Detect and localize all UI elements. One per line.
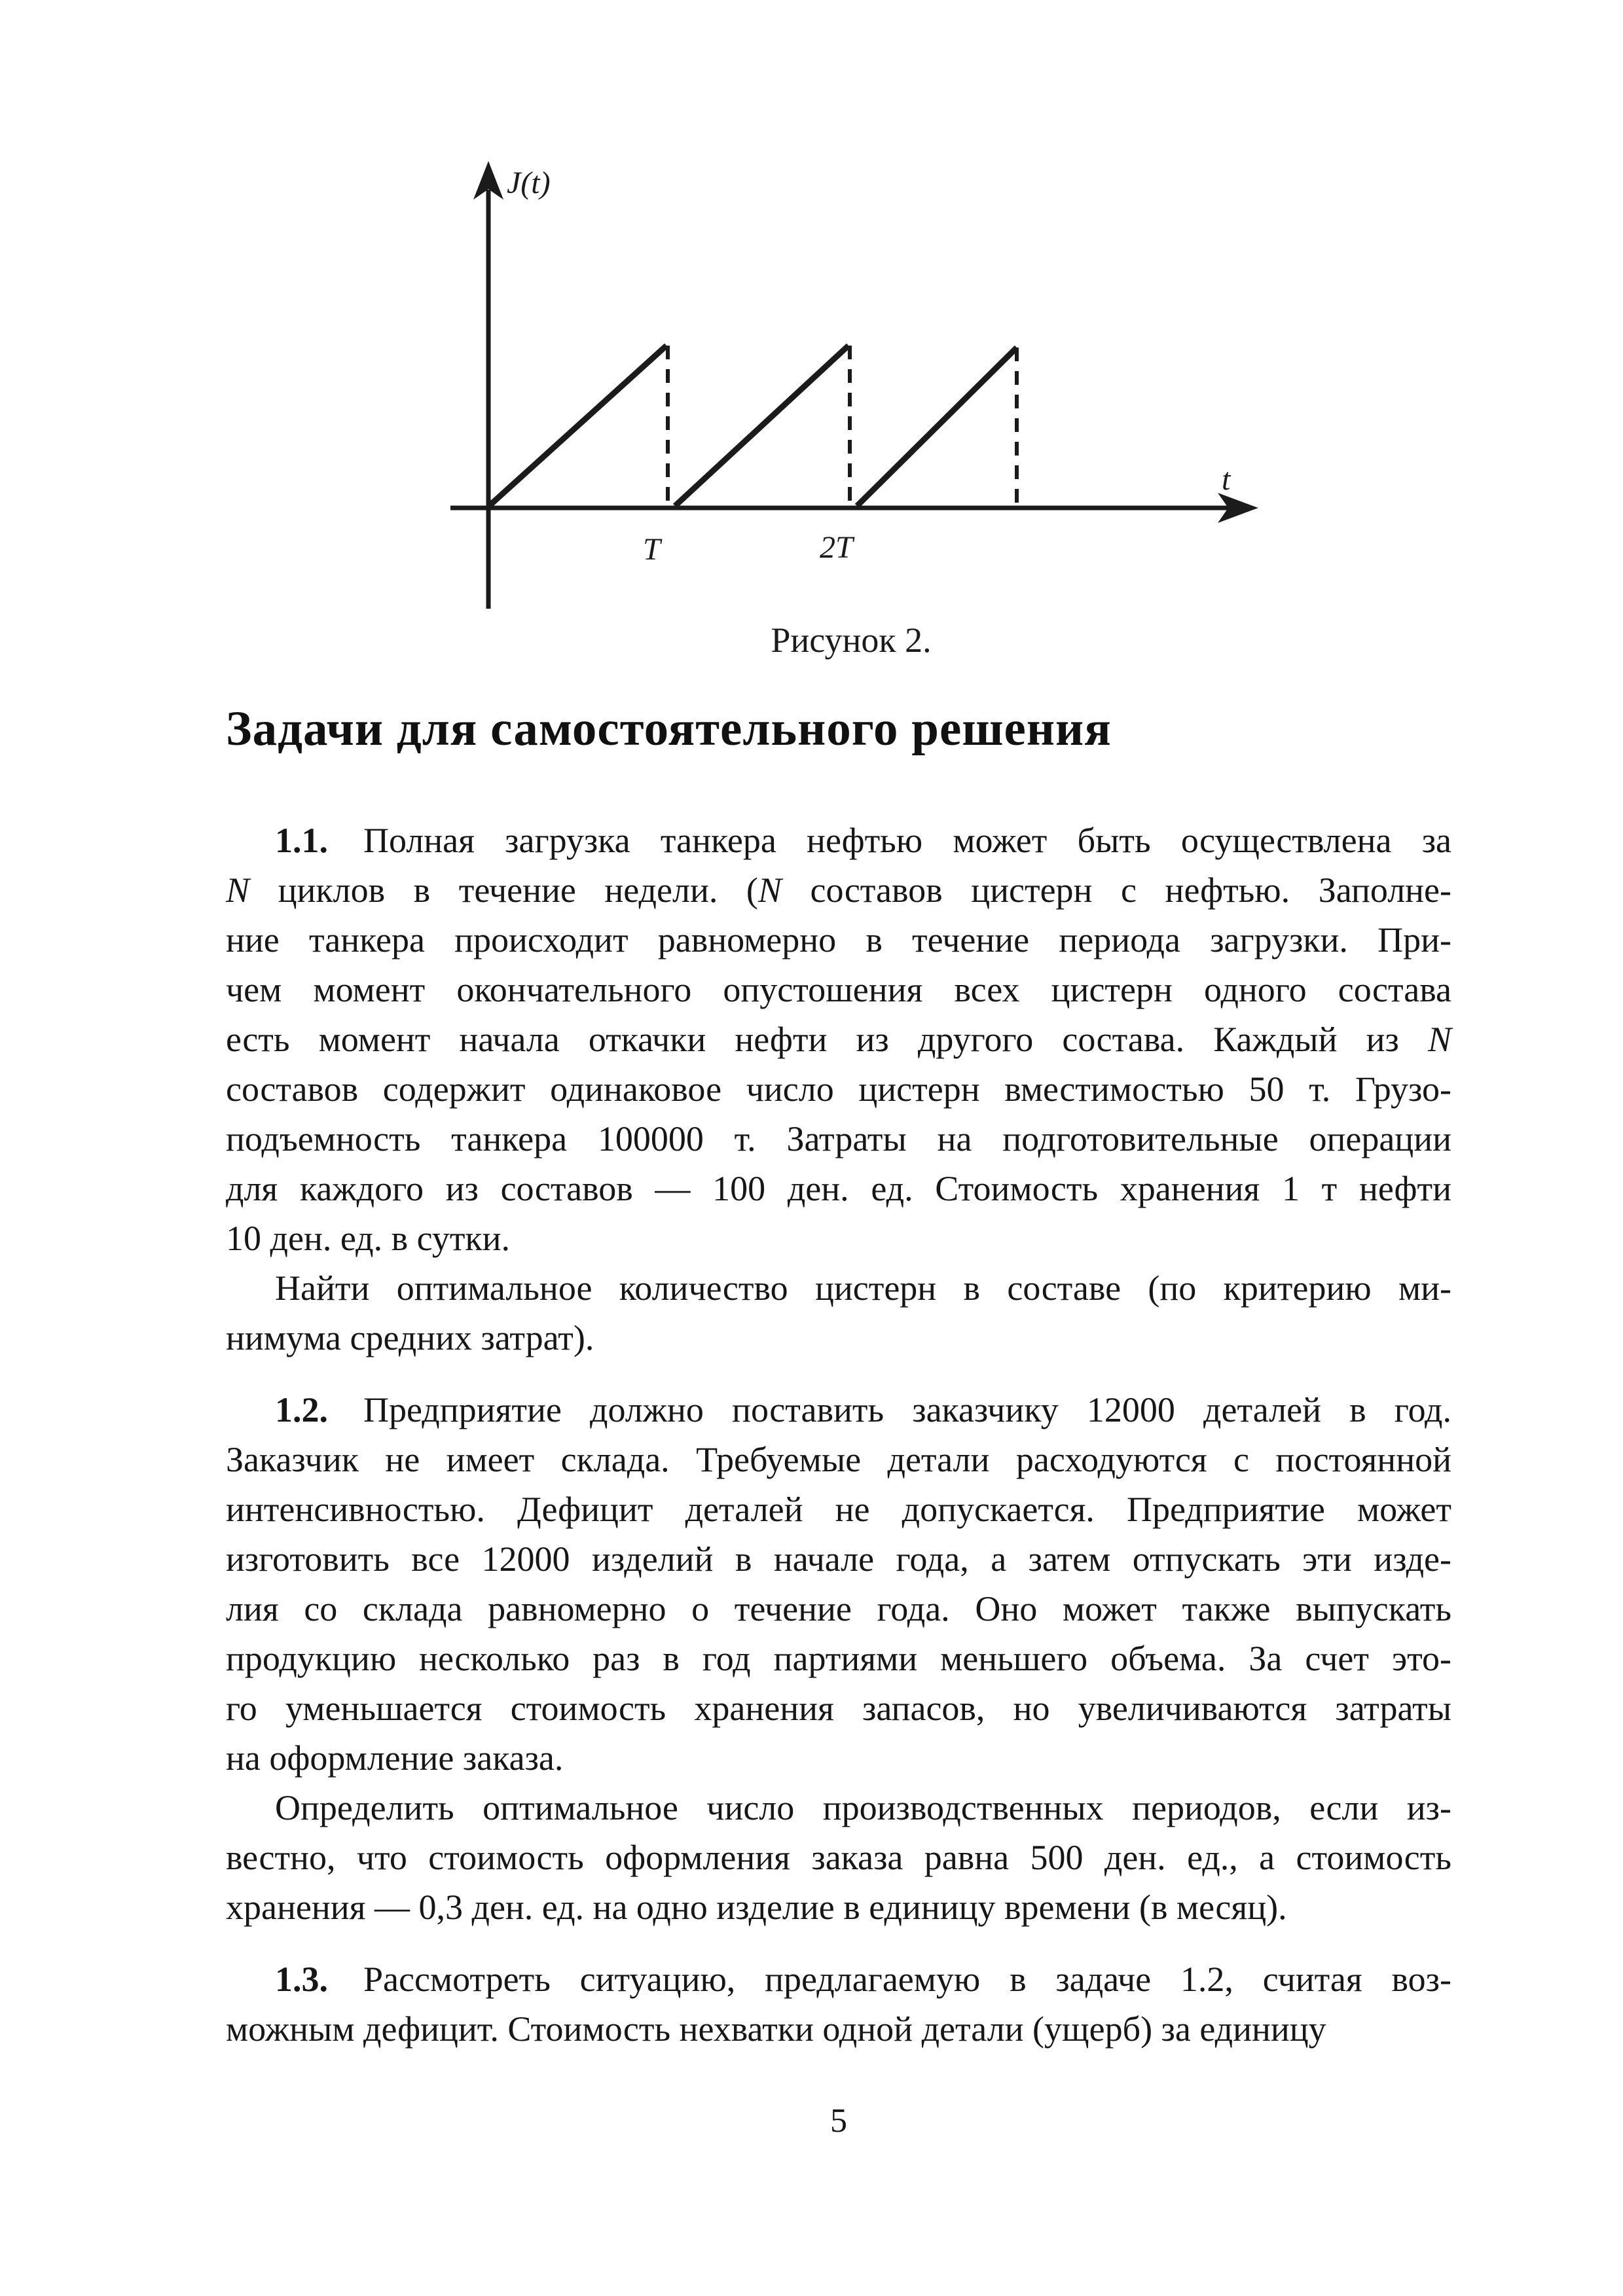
text-line [226, 1435, 1451, 1484]
text-line [226, 1313, 1451, 1363]
math-variable: N [226, 870, 250, 910]
text-line [226, 1634, 1451, 1683]
x-axis-label: t [1222, 462, 1231, 497]
text-segment: составов цистерн с нефтью. Заполне- [781, 870, 1451, 910]
figure-caption: Рисунок 2. [771, 620, 932, 660]
text-segment: хранения — 0,3 ден. ед. на одно изделие в единицу времени (в месяц). [226, 1888, 1287, 1927]
y-axis-label: J(t) [507, 166, 551, 200]
problems [226, 816, 1451, 2054]
text-segment: вестно, что стоимость оформления заказа равна 500 ден. ед., а стоимость [226, 1838, 1451, 1877]
text-line [226, 816, 1451, 865]
text-segment: изготовить все 12000 изделий в начале года, а затем отпускать эти изде- [226, 1539, 1451, 1579]
text-line [226, 865, 1451, 915]
text-line [226, 1534, 1451, 1584]
text-segment: Определить оптимальное число производственных периодов, если из- [275, 1788, 1451, 1827]
text-line [226, 1783, 1451, 1833]
text-line [226, 1064, 1451, 1114]
problem-number: 1.2. [275, 1390, 328, 1429]
problem-number: 1.1. [275, 821, 328, 860]
text-segment: для каждого из составов — 100 ден. ед. Стоимость хранения 1 т нефти [226, 1169, 1451, 1208]
text-segment: продукцию несколько раз в год партиями меньшего объема. За счет это- [226, 1639, 1451, 1678]
page-number: 5 [830, 2102, 847, 2140]
text-segment: Полная загрузка танкера нефтью может быть осуществлена за [328, 821, 1451, 860]
text-line [226, 965, 1451, 1014]
text-segment: составов содержит одинаковое число цистерн вместимостью 50 т. Грузо- [226, 1069, 1451, 1109]
problem-paragraph-2 [226, 1385, 1451, 1932]
text-column [226, 702, 1451, 2054]
text-segment: циклов в течение недели. ( [249, 870, 758, 910]
text-line [226, 2004, 1451, 2054]
text-segment: Найти оптимальное количество цистерн в составе (по критерию ми- [275, 1268, 1451, 1308]
text-line [226, 1263, 1451, 1313]
text-line [226, 1484, 1451, 1534]
tick-label-T: T [643, 532, 661, 567]
text-line [226, 1014, 1451, 1064]
text-line [226, 1683, 1451, 1733]
text-segment: интенсивностью. Дефицит деталей не допускается. Предприятие может [226, 1490, 1451, 1529]
text-line [226, 1882, 1451, 1932]
math-variable: N [757, 870, 782, 910]
text-line [226, 1164, 1451, 1213]
text-line [226, 1954, 1451, 2004]
text-segment: подъемность танкера 100000 т. Затраты на подготовительные операции [226, 1119, 1451, 1158]
text-segment: 10 ден. ед. в сутки. [226, 1219, 511, 1258]
text-line [226, 1584, 1451, 1634]
text-segment: нимума средних затрат). [226, 1318, 594, 1357]
text-segment: Рассмотреть ситуацию, предлагаемую в задаче 1.2, считая воз- [328, 1960, 1451, 1999]
sawtooth-ramp-3 [857, 348, 1017, 506]
tick-label-2T: 2T [820, 530, 853, 565]
problem-paragraph-1 [226, 816, 1451, 1363]
text-line [226, 1733, 1451, 1783]
text-segment: чем момент окончательного опустошения всех цистерн одного состава [226, 970, 1451, 1009]
text-segment: ние танкера происходит равномерно в течение периода загрузки. При- [226, 920, 1451, 960]
text-segment: лия со склада равномерно о течение года. Оно может также выпускать [226, 1589, 1451, 1628]
math-variable: N [1427, 1020, 1451, 1059]
sawtooth-ramp-1 [489, 346, 666, 506]
text-line [226, 915, 1451, 965]
problem-paragraph-3 [226, 1954, 1451, 2054]
sawtooth-ramp-2 [675, 346, 848, 506]
text-segment: можным дефицит. Стоимость нехватки одной детали (ущерб) за единицу [226, 2009, 1326, 2049]
text-segment: го уменьшается стоимость хранения запасов, но увеличиваются затраты [226, 1689, 1451, 1728]
text-line [226, 1114, 1451, 1164]
section-heading: Задачи для самостоятельного решения [226, 702, 1112, 756]
text-segment: есть момент начала откачки нефти из другого состава. Каждый из [226, 1020, 1428, 1059]
text-segment: на оформление заказа. [226, 1738, 564, 1778]
problem-number: 1.3. [275, 1960, 328, 1999]
text-line [226, 1213, 1451, 1263]
figure-2-graph [393, 131, 1309, 674]
text-segment: Заказчик не имеет склада. Требуемые детали расходуются с постоянной [226, 1440, 1451, 1479]
text-segment: Предприятие должно поставить заказчику 12000 деталей в год. [328, 1390, 1451, 1429]
text-line [226, 1833, 1451, 1882]
text-line [226, 1385, 1451, 1435]
